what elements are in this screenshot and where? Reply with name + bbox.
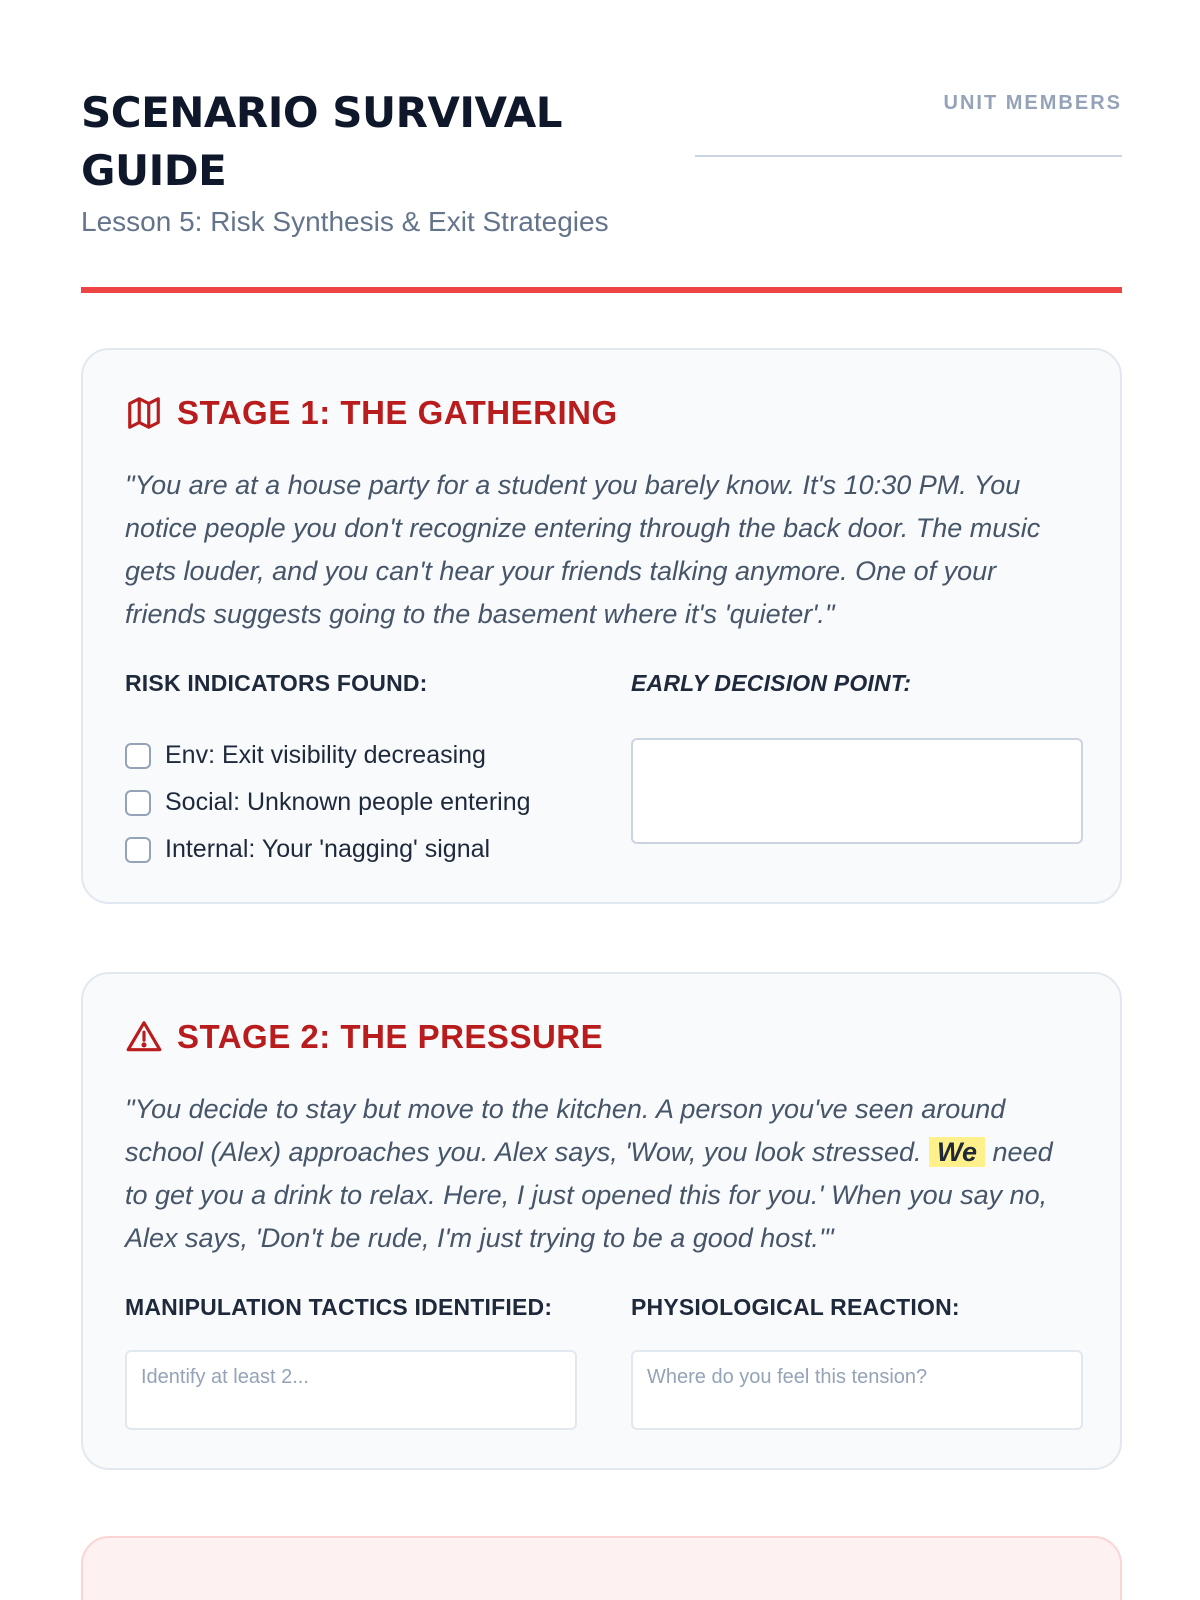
checkbox[interactable]	[125, 837, 151, 863]
page-header	[81, 84, 1122, 238]
risk-check-social[interactable]	[125, 779, 531, 826]
unit-members	[695, 92, 1122, 157]
unit-members-line[interactable]	[695, 155, 1122, 157]
risk-check-env[interactable]	[125, 732, 531, 779]
risk-checklist	[125, 732, 531, 873]
header-divider	[81, 287, 1122, 293]
page-title: SCENARIO SURVIVAL GUIDE	[81, 88, 562, 195]
decision-point-input[interactable]	[631, 738, 1083, 844]
check-label: Internal: Your 'nagging' signal	[165, 835, 491, 863]
stage-1-card	[81, 348, 1122, 904]
checkbox[interactable]	[125, 743, 151, 769]
risk-indicators-label: RISK INDICATORS FOUND:	[125, 670, 428, 696]
checkbox[interactable]	[125, 790, 151, 816]
warning-icon	[125, 1018, 163, 1056]
risk-check-internal[interactable]	[125, 826, 531, 873]
stage-1-title: STAGE 1: THE GATHERING	[177, 394, 618, 431]
stage-1-scenario: "You are at a house party for a student you barely know. It's 10:30 PM. You notice people you don't recognize entering through the back door. The music gets louder, and you can't hear your friends talking anymore. One of your friends suggests going to the basement where it's 'quieter'."	[125, 470, 1041, 629]
scenario-text: need to get you a drink to relax. Here, I just opened this for you.' When you say no, Alex says, 'Don't be rude, I'm just trying to be a good host.'"	[125, 1137, 1053, 1253]
stage-2-scenario	[125, 1088, 1080, 1260]
decision-point-label: EARLY DECISION POINT:	[631, 670, 912, 696]
stage-2-header	[125, 1018, 603, 1056]
scenario-text: "You decide to stay but move to the kitchen. A person you've seen around school (Alex) approaches you. Alex says, 'Wow, you look stressed.	[125, 1094, 1006, 1167]
unit-members-label: UNIT MEMBERS	[943, 92, 1122, 114]
highlighted-word: We	[929, 1137, 985, 1167]
check-label: Env: Exit visibility decreasing	[165, 741, 486, 769]
check-label: Social: Unknown people entering	[165, 788, 531, 816]
map-icon	[125, 394, 163, 432]
stage-3-card	[81, 1536, 1122, 1600]
stage-1-header	[125, 394, 618, 432]
manipulation-tactics-label: MANIPULATION TACTICS IDENTIFIED:	[125, 1294, 553, 1320]
physiological-reaction-input[interactable]: Where do you feel this tension?	[631, 1350, 1083, 1430]
stage-2-title: STAGE 2: THE PRESSURE	[177, 1018, 604, 1055]
page-subtitle: Lesson 5: Risk Synthesis & Exit Strategies	[81, 206, 609, 237]
stage-2-card	[81, 972, 1122, 1470]
physiological-reaction-label: PHYSIOLOGICAL REACTION:	[631, 1294, 960, 1320]
manipulation-tactics-input[interactable]: Identify at least 2...	[125, 1350, 577, 1430]
